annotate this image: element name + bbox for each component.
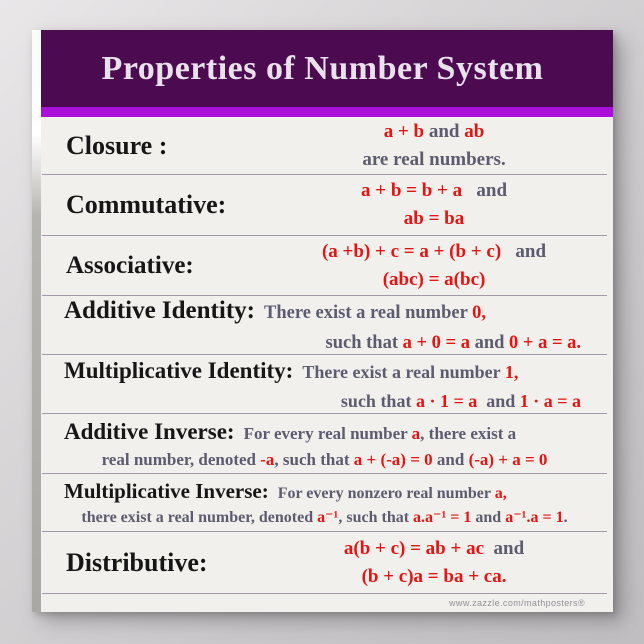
formula-line [42, 330, 607, 357]
text-segment: a + b = b + a [361, 180, 463, 202]
text-segment: There exist a real number [263, 303, 473, 324]
property-row-distributive [42, 532, 607, 594]
text-segment: 0, [472, 303, 486, 324]
poster [32, 30, 613, 612]
formula-line [275, 177, 593, 205]
text-segment: a, [494, 484, 507, 502]
property-row-closure [42, 117, 607, 175]
text-segment: a + 0 = a [402, 332, 470, 353]
text-segment: and [471, 509, 506, 527]
poster-header [32, 30, 613, 107]
formula-line [275, 563, 593, 591]
property-formulas [275, 177, 607, 232]
formula-line [275, 205, 593, 233]
formula-line [42, 448, 607, 473]
property-row-associative [42, 236, 607, 296]
text-segment: and [477, 390, 520, 411]
formula-line [42, 506, 607, 529]
property-name: Commutative: [66, 190, 227, 219]
text-segment: ab = ba [403, 208, 465, 229]
formula-line [42, 354, 607, 387]
footer-watermark: www.zazzle.com/mathposters® [449, 597, 585, 608]
formula-line [275, 266, 593, 294]
text-segment: 1 · a = a [519, 390, 581, 411]
text-segment: (b + c)a = ba + ca. [361, 565, 507, 587]
definition-text [278, 485, 507, 502]
text-segment: a + b [383, 120, 425, 142]
text-segment: (abc) = a(bc) [382, 268, 486, 290]
text-segment: and [501, 240, 547, 262]
property-name: Distributive: [66, 547, 208, 577]
properties-list [32, 117, 613, 612]
formula-line [42, 476, 607, 506]
text-segment: a [411, 423, 421, 443]
property-row-additive-identity [42, 296, 607, 355]
property-formulas [275, 535, 607, 590]
text-segment: and [432, 449, 469, 469]
text-segment: a⁻¹ [317, 509, 339, 527]
text-segment: a + (-a) = 0 [353, 449, 433, 469]
formula-line [275, 238, 593, 266]
poster-title: Properties of Number System [101, 49, 544, 87]
text-segment: 1, [504, 362, 519, 383]
text-segment: and [469, 332, 510, 353]
text-segment: a⁻¹.a = 1 [505, 509, 564, 527]
text-segment: and [484, 537, 525, 559]
definition-text [302, 362, 518, 382]
formula-line [275, 146, 593, 174]
formula-line [42, 388, 607, 414]
formula-line [275, 118, 593, 146]
property-name: Additive Identity: [64, 297, 255, 325]
property-name: Additive Inverse: [64, 418, 235, 444]
formula-line [42, 293, 607, 329]
text-segment: such that [340, 390, 416, 411]
text-segment: and [462, 180, 508, 202]
text-segment: a · 1 = a [415, 390, 478, 411]
text-segment: ab [464, 120, 485, 142]
text-segment: -a [260, 449, 275, 469]
formula-line [275, 535, 593, 563]
property-row-commutative [42, 175, 607, 236]
property-formulas [275, 238, 607, 293]
text-segment: a.a⁻¹ = 1 [413, 509, 472, 527]
text-segment: , such that [274, 449, 354, 469]
text-segment: For every nonzero real number [277, 484, 495, 502]
formula-line [42, 415, 607, 448]
text-segment: a(b + c) = ab + ac [343, 537, 485, 559]
property-formulas [275, 118, 607, 173]
text-segment: There exist a real number [302, 362, 505, 383]
property-name: Associative: [66, 251, 194, 279]
property-row-additive-inverse [42, 414, 607, 474]
text-segment: there exist a real number, denoted [81, 509, 318, 527]
property-name: Closure : [66, 130, 168, 160]
text-segment: For every real number [243, 423, 412, 443]
text-segment: (-a) + a = 0 [468, 449, 548, 469]
property-row-multiplicative-identity [42, 355, 607, 414]
text-segment: , such that [338, 509, 414, 527]
property-row-multiplicative-inverse [42, 474, 607, 532]
text-segment: . [563, 509, 568, 527]
property-name: Multiplicative Identity: [64, 358, 294, 384]
definition-text [264, 303, 486, 323]
text-segment: are real numbers. [362, 148, 506, 170]
definition-text [244, 424, 517, 443]
title-accent-stripe [32, 107, 613, 117]
text-segment: 0 + a = a. [509, 332, 581, 353]
text-segment: such that [325, 332, 403, 353]
text-segment: and [424, 120, 465, 142]
text-segment: , there exist a [420, 423, 517, 443]
text-segment: real number, denoted [101, 449, 261, 469]
property-name: Multiplicative Inverse: [64, 478, 269, 503]
text-segment: (a +b) + c = a + (b + c) [321, 240, 502, 262]
